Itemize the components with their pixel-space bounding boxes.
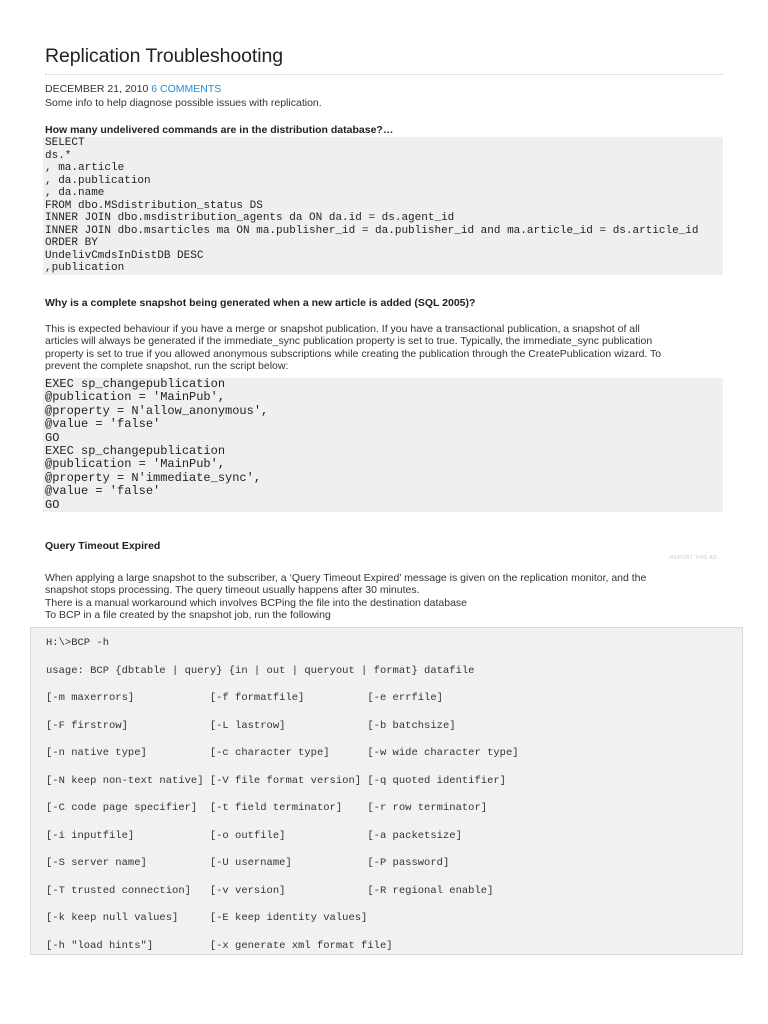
bcp-line: [-T trusted connection] [-v version] [-R regional enable] (46, 885, 494, 897)
code-line: ORDER BY (45, 237, 98, 249)
paragraph-line: To BCP in a file created by the snapshot job, run the following (45, 609, 331, 622)
code-line: , ma.article (45, 162, 125, 174)
bcp-line: [-k keep null values] [-E keep identity values] (46, 912, 368, 924)
bcp-line: H:\>BCP -h (46, 637, 110, 649)
bcp-line: usage: BCP {dbtable | query} {in | out | queryout | format} datafile (46, 665, 475, 677)
timeout-paragraph (45, 572, 723, 622)
bcp-line: [-F firstrow] [-L lastrow] [-b batchsize] (46, 720, 456, 732)
code-line: @property = N'immediate_sync', (45, 470, 262, 485)
code-line: FROM dbo.MSdistribution_status DS (45, 199, 263, 212)
snapshot-paragraph (45, 323, 723, 373)
paragraph-line: When applying a large snapshot to the subscriber, a ‘Query Timeout Expired’ message is given on the replication monitor, and the (45, 572, 647, 584)
report-ad-link[interactable]: REPORT THIS AD (670, 555, 718, 561)
code-line: , da.name (45, 187, 105, 199)
code-line: GO (45, 497, 60, 512)
code-block-undelivered (43, 137, 723, 275)
bcp-line: [-i inputfile] [-o outfile] [-a packetsize] (46, 830, 462, 842)
comments-link[interactable]: 6 COMMENTS (151, 83, 222, 95)
code-line: ,publication (45, 262, 125, 274)
post-meta (45, 83, 221, 95)
paragraph-line: This is expected behaviour if you have a merge or snapshot publication. If you have a transactional publication, a snapshot of all (45, 323, 640, 335)
title-divider (45, 74, 723, 75)
code-line: UndelivCmdsInDistDB DESC (45, 249, 204, 262)
paragraph-line: snapshot stops processing. The query timeout usually happens after 30 minutes. (45, 584, 420, 597)
code-line: SELECT (45, 137, 85, 149)
page-title: Replication Troubleshooting (45, 45, 283, 67)
code-line: INNER JOIN dbo.msdistribution_agents da ON da.id = ds.agent_id (45, 212, 455, 224)
code-line: ds.* (45, 149, 72, 162)
code-line: EXEC sp_changepublication (45, 444, 226, 459)
paragraph-line: There is a manual workaround which involves BCPing the file into the destination database (45, 596, 467, 609)
intro-text: Some info to help diagnose possible issues with replication. (45, 97, 322, 109)
code-line: @value = 'false' (45, 417, 161, 432)
code-line: @property = N'allow_anonymous', (45, 403, 269, 418)
paragraph-line: property is set to true if you allowed anonymous subscriptions while creating the publication through the CreatePublication wizard. To (45, 347, 662, 360)
code-line: @publication = 'MainPub', (45, 457, 226, 472)
paragraph-line: articles will always be generated if the immediate_sync publication property is set to true. Typically, the immediate_sync publication (45, 335, 653, 348)
bcp-line: [-h "load hints"] [-x generate xml format file] (46, 940, 393, 952)
section-heading-timeout: Query Timeout Expired (45, 540, 161, 552)
bcp-line: [-C code page specifier] [-t field terminator] [-r row terminator] (46, 802, 488, 814)
code-line: GO (45, 430, 60, 445)
bcp-line: [-N keep non-text native] [-V file format version] [-q quoted identifier] (46, 775, 506, 787)
code-block-snapshot (43, 378, 723, 512)
section-heading-snapshot: Why is a complete snapshot being generated when a new article is added (SQL 2005)? (45, 297, 476, 309)
code-line: @value = 'false' (45, 484, 161, 499)
bcp-line: [-S server name] [-U username] [-P password] (46, 857, 450, 869)
section-heading-undelivered: How many undelivered commands are in the distribution database?… (45, 124, 394, 136)
code-line: @publication = 'MainPub', (45, 390, 226, 405)
code-line: , da.publication (45, 174, 151, 187)
paragraph-line: prevent the complete snapshot, run the script below: (45, 360, 289, 373)
bcp-line: [-n native type] [-c character type] [-w wide character type] (46, 747, 519, 759)
post-date: DECEMBER 21, 2010 (45, 83, 149, 95)
code-line: EXEC sp_changepublication (45, 378, 226, 391)
code-line: INNER JOIN dbo.msarticles ma ON ma.publisher_id = da.publisher_id and ma.article_id = ds.article_id (45, 224, 699, 237)
bcp-line: [-m maxerrors] [-f formatfile] [-e errfile] (46, 692, 443, 704)
